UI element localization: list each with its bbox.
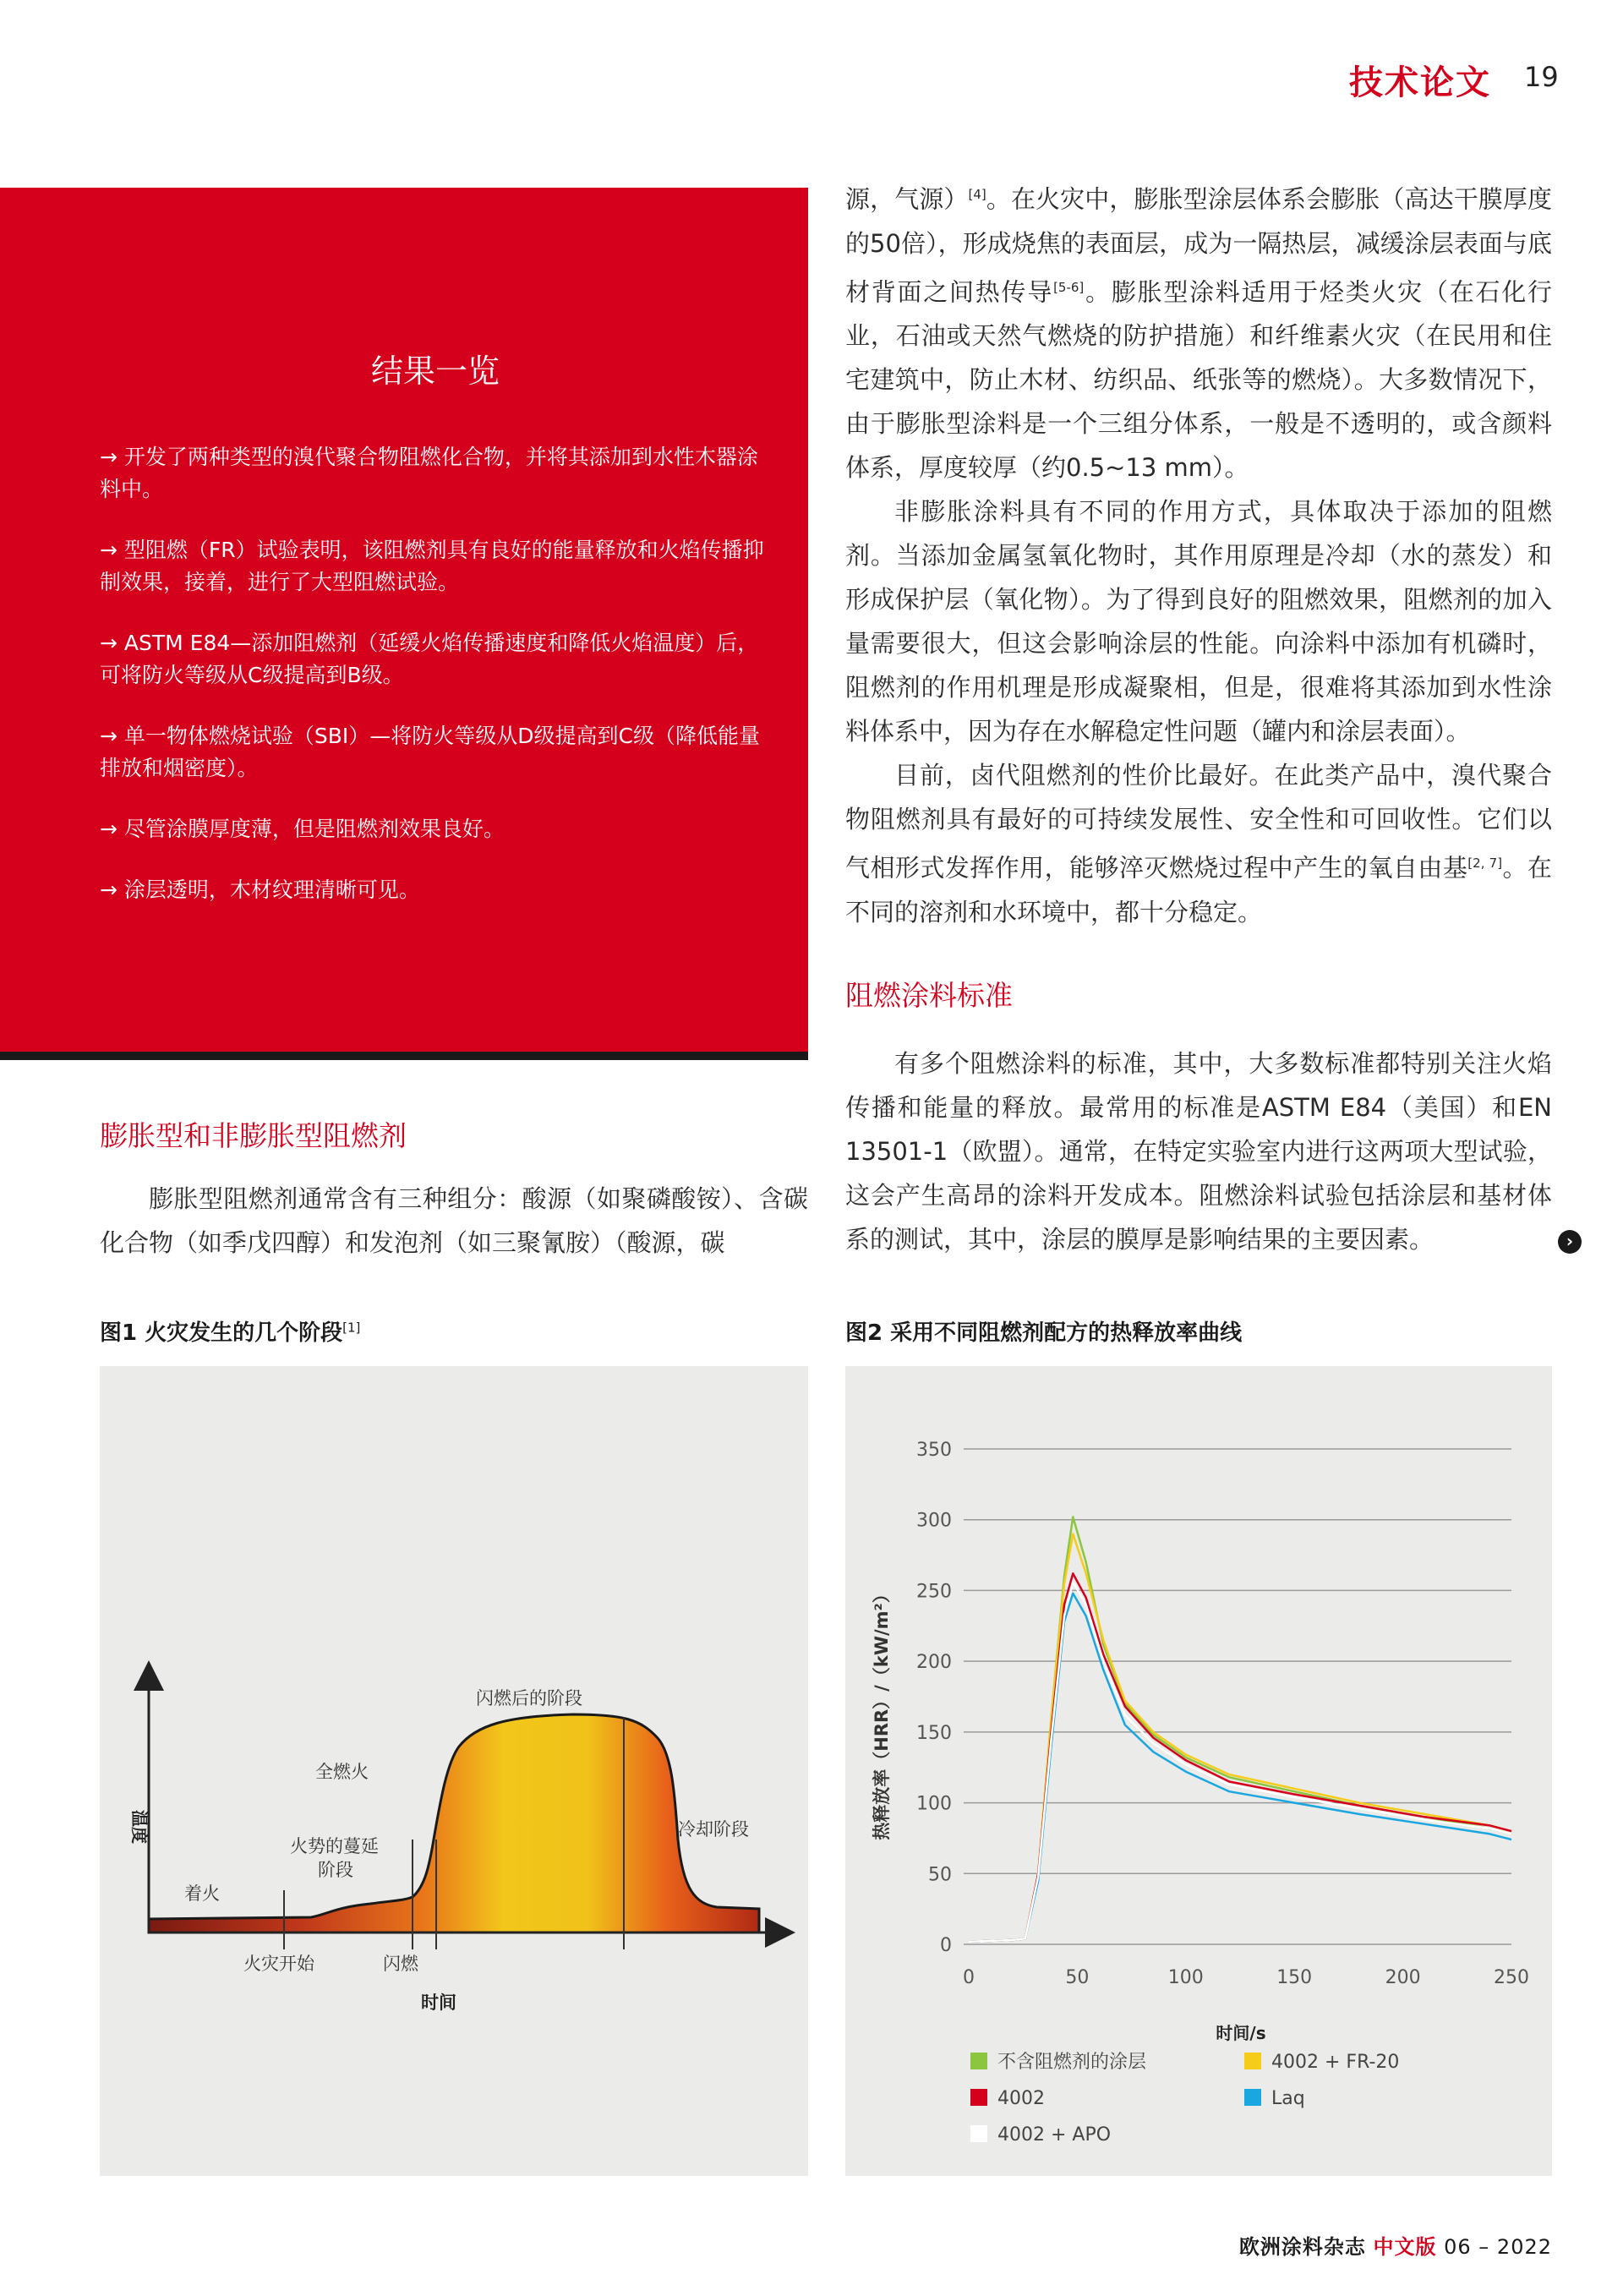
x-tick-label: 100	[1167, 1967, 1204, 1988]
x-tick-label: 150	[1276, 1967, 1313, 1988]
page-number: 19	[1524, 61, 1559, 93]
fire-curve-area	[149, 1714, 759, 1932]
marker-label-flashover: 闪燃	[383, 1954, 418, 1974]
figure2-caption: 图2 采用不同阻燃剂配方的热释放率曲线	[845, 1320, 1243, 1346]
y-axis-label: 温度	[129, 1810, 150, 1844]
y-tick-label: 100	[916, 1793, 952, 1815]
section-title: 技术论文	[1349, 63, 1491, 102]
standards-text	[845, 1041, 1552, 1261]
legend-label: 4002 + FR-20	[1271, 2052, 1400, 2073]
chart-x-label: 时间/s	[1216, 2023, 1266, 2043]
results-box-title: 结果一览	[370, 353, 500, 390]
results-item: → 涂层透明，木材纹理清晰可见。	[100, 877, 420, 902]
hrr-line-chart	[845, 1366, 1552, 2176]
right-column-text	[845, 172, 1552, 934]
legend-label: 不含阻燃剂的涂层	[997, 2052, 1147, 2073]
stage-label-growth-2: 阶段	[318, 1860, 353, 1880]
paragraph: 有多个阻燃涂料的标准，其中，大多数标准都特别关注火焰传播和能量的释放。最常用的标准是ASTM E84（美国）和EN 13501-1（欧盟）。通常，在特定实验室内进行这两项大型试验，这会产生高昂的涂料开发成本。阻燃涂料试验包括涂层和基材体系的测试，其中，涂层的膜厚是影响结果的主要因素。	[845, 1049, 1552, 1254]
x-tick-label: 250	[1494, 1967, 1529, 1988]
y-tick-label: 250	[916, 1581, 952, 1603]
citation: [2, 7]	[1467, 856, 1503, 872]
left-paragraph	[100, 1177, 808, 1265]
legend-label: Laq	[1271, 2088, 1305, 2109]
paragraph: 源，气源）[4]。在火灾中，膨胀型涂层体系会膨胀（高达干膜厚度的50倍），形成烧焦的表面层，成为一隔热层，减缓涂层表面与底材背面之间热传导[5-6]。膨胀型涂料适用于烃类火灾（在石化行业，石油或天然气燃烧的防护措施）和纤维素火灾（在民用和住宅建筑中，防止木材、纺织品、纸张等的燃烧）。大多数情况下，由于膨胀型涂料是一个三组分体系，一般是不透明的，或含颜料体系，厚度较厚（约0.5~13 mm）。	[845, 184, 1552, 483]
citation: [4]	[968, 187, 986, 202]
paragraph: 非膨胀涂料具有不同的作用方式，具体取决于添加的阻燃剂。当添加金属氢氧化物时，其作用原理是冷却（水的蒸发）和形成保护层（氧化物）。为了得到良好的阻燃效果，阻燃剂的加入量需要很大，但这会影响涂层的性能。向涂料中添加有机磷时，阻燃剂的作用机理是形成凝聚相，但是，很难将其添加到水性涂料体系中，因为存在水解稳定性问题（罐内和涂层表面）。	[845, 497, 1552, 746]
results-list	[100, 441, 776, 935]
stage-label-full: 全燃火	[315, 1762, 369, 1782]
section-heading-standards: 阻燃涂料标准	[845, 979, 1013, 1012]
section-heading-intumescent: 膨胀型和非膨胀型阻燃剂	[100, 1119, 407, 1152]
legend-label: 4002 + APO	[997, 2124, 1112, 2146]
stage-label-post-flashover: 闪燃后的阶段	[476, 1688, 582, 1708]
legend-swatch	[970, 2125, 987, 2142]
results-item: → 开发了两种类型的溴代聚合物阻燃化合物，并将其添加到水性木器涂料中。	[100, 445, 758, 501]
results-box	[0, 188, 808, 1053]
legend-label: 4002	[997, 2088, 1045, 2109]
legend-swatch	[970, 2089, 987, 2106]
results-item: → 型阻燃（FR）试验表明，该阻燃剂具有良好的能量释放和火焰传播抑制效果，接着，进行了大型阻燃试验。	[100, 538, 764, 594]
paragraph: 目前，卤代阻燃剂的性价比最好。在此类产品中，溴代聚合物阻燃剂具有最好的可持续发展性、安全性和可回收性。它们以气相形式发挥作用，能够淬灭燃烧过程中产生的氧自由基[2, 7]。在不同的溶剂和水环境中，都十分稳定。	[845, 761, 1552, 927]
y-tick-label: 0	[940, 1935, 952, 1956]
x-tick-label: 200	[1385, 1967, 1421, 1988]
figure1-caption: 图1 火灾发生的几个阶段[1]	[100, 1320, 361, 1346]
legend-swatch	[970, 2053, 987, 2069]
results-item: → 尽管涂膜厚度薄，但是阻燃剂效果良好。	[100, 817, 505, 841]
fire-stages-diagram	[100, 1366, 808, 2176]
y-tick-label: 300	[916, 1510, 952, 1532]
stage-label-ignition: 着火	[184, 1883, 220, 1904]
paragraph: 膨胀型阻燃剂通常含有三种组分：酸源（如聚磷酸铵）、含碳化合物（如季戊四醇）和发泡剂（如三聚氰胺）（酸源，碳	[100, 1184, 808, 1257]
y-tick-label: 50	[928, 1864, 952, 1886]
legend-swatch	[1244, 2053, 1261, 2069]
marker-label-fire-start: 火灾开始	[243, 1954, 314, 1974]
legend-swatch	[1244, 2089, 1261, 2106]
figure1-panel	[100, 1366, 808, 2176]
y-tick-label: 350	[916, 1440, 952, 1461]
chart-y-label: 热释放率（HRR）/（kW/m²）	[872, 1585, 892, 1840]
x-tick-label: 50	[1065, 1967, 1090, 1988]
x-axis-label: 时间	[421, 1993, 456, 2013]
results-box-shadow	[0, 1052, 808, 1060]
x-tick-label: 0	[963, 1967, 975, 1988]
next-page-icon[interactable]: ›	[1558, 1230, 1582, 1254]
figure2-panel	[845, 1366, 1552, 2176]
results-item: → ASTM E84—添加阻燃剂（延缓火焰传播速度和降低火焰温度）后，可将防火等级从C级提高到B级。	[100, 631, 759, 687]
series-line	[969, 1594, 1511, 1942]
y-tick-label: 150	[916, 1722, 952, 1744]
stage-label-cooling: 冷却阶段	[678, 1819, 749, 1840]
footer: 欧洲涂料杂志 中文版 06 – 2022	[1238, 2235, 1552, 2259]
stage-label-growth: 火势的蔓延	[290, 1836, 379, 1856]
series-line	[969, 1582, 1511, 1941]
y-tick-label: 200	[916, 1652, 952, 1674]
citation: [5-6]	[1053, 279, 1085, 295]
results-item: → 单一物体燃烧试验（SBI）—将防火等级从D级提高到C级（降低能量排放和烟密度）。	[100, 724, 760, 780]
